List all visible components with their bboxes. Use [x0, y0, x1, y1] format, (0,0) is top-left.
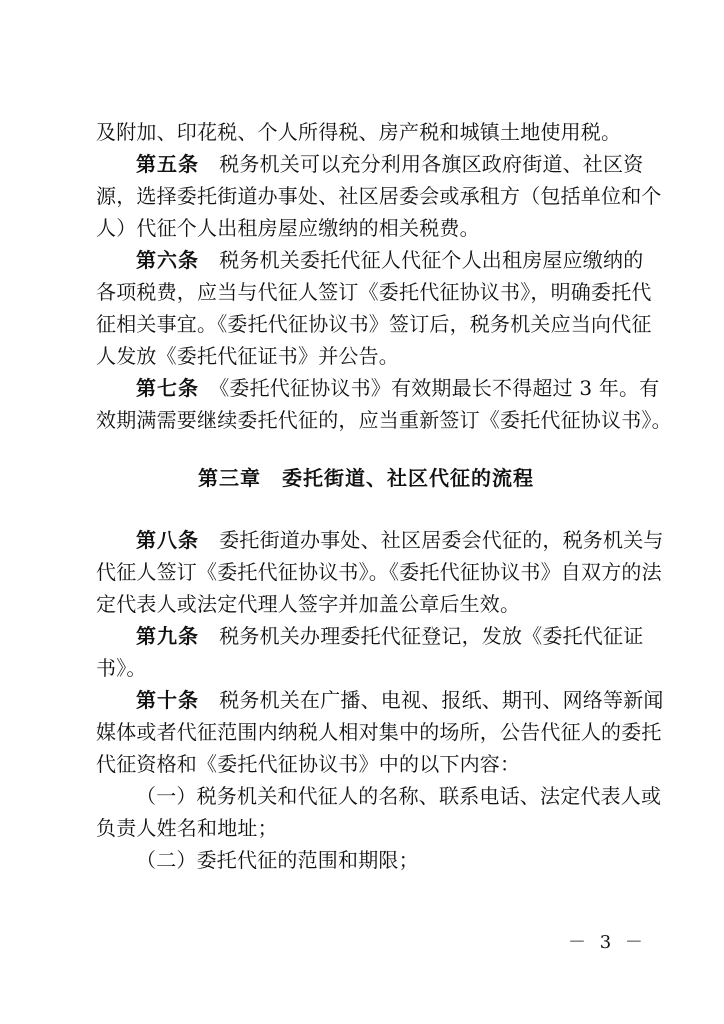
- text-line: 及附加、印花税、个人所得税、房产税和城镇土地使用税。: [96, 120, 622, 144]
- text-line: 人）代征个人出租房屋应缴纳的相关税费。: [96, 216, 480, 240]
- paragraph-continuation: [96, 116, 636, 148]
- text-line: 代征人签订《委托代征协议书》。《委托代征协议书》自双方的法: [96, 560, 662, 584]
- article-7: [96, 372, 672, 436]
- text-line: 负责人姓名和地址；: [96, 816, 278, 840]
- text-line: 人发放《委托代征证书》并公告。: [96, 344, 399, 368]
- text-line: 税务机关办理委托代征登记，发放《委托代征证: [199, 624, 644, 648]
- article-label: 第十条: [136, 688, 199, 712]
- article-6: [96, 244, 652, 372]
- chapter-title: 第三章 委托街道、社区代征的流程: [198, 466, 534, 490]
- page-number: － 3 －: [568, 932, 647, 953]
- text-line: 代征资格和《委托代征协议书》中的以下内容：: [96, 752, 521, 776]
- article-label: 第五条: [136, 152, 199, 176]
- text-line: 《委托代征协议书》有效期最长不得超过 3 年。有: [199, 376, 660, 400]
- article-5: [96, 148, 662, 244]
- article-label: 第七条: [136, 376, 199, 400]
- list-item-1: [96, 780, 662, 844]
- list-item-2: [96, 844, 636, 876]
- text-line: 各项税费，应当与代征人签订《委托代征协议书》，明确委托代: [96, 280, 652, 304]
- text-line: 征相关事宜。《委托代征协议书》签订后，税务机关应当向代征: [96, 312, 652, 336]
- text-line: （二）委托代征的范围和期限；: [136, 848, 419, 872]
- text-line: 书》。: [96, 656, 147, 680]
- text-line: 税务机关在广播、电视、报纸、期刊、网络等新闻: [199, 688, 664, 712]
- text-line: 源，选择委托街道办事处、社区居委会或承租方（包括单位和个: [96, 184, 662, 208]
- text-line: 税务机关可以充分利用各旗区政府街道、社区资: [199, 152, 644, 176]
- text-line: 税务机关委托代征人代征个人出租房屋应缴纳的: [199, 248, 644, 272]
- article-9: [96, 620, 644, 684]
- article-label: 第八条: [136, 528, 199, 552]
- text-line: 委托街道办事处、社区居委会代征的，税务机关与: [199, 528, 664, 552]
- document-body: [96, 116, 672, 876]
- article-label: 第九条: [136, 624, 199, 648]
- article-8: [96, 524, 664, 620]
- article-10: [96, 684, 664, 780]
- text-line: 媒体或者代征范围内纳税人相对集中的场所，公告代征人的委托: [96, 720, 662, 744]
- text-line: 效期满需要继续委托代征的，应当重新签订《委托代征协议书》。: [96, 408, 672, 432]
- article-label: 第六条: [136, 248, 199, 272]
- text-line: 定代表人或法定代理人签字并加盖公章后生效。: [96, 592, 521, 616]
- text-line: （一）税务机关和代征人的名称、联系电话、法定代表人或: [136, 784, 662, 808]
